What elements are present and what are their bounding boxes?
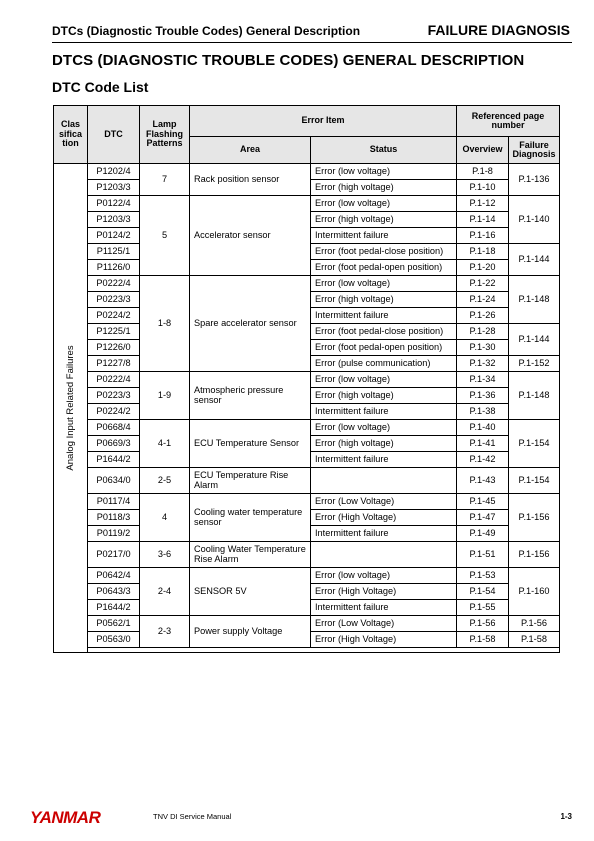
failure-diagnosis-page: P.1-136 [509, 164, 560, 196]
status-cell: Error (low voltage) [311, 164, 457, 180]
status-cell: Error (foot pedal-open position) [311, 340, 457, 356]
dtc-code: P1203/3 [88, 180, 140, 196]
dtc-code: P1226/0 [88, 340, 140, 356]
overview-page: P.1-38 [457, 404, 509, 420]
overview-page: P.1-47 [457, 510, 509, 526]
lamp-pattern: 1-8 [140, 276, 190, 372]
overview-page: P.1-16 [457, 228, 509, 244]
failure-diagnosis-page: P.1-144 [509, 324, 560, 356]
overview-page: P.1-20 [457, 260, 509, 276]
status-cell: Error (high voltage) [311, 180, 457, 196]
overview-page: P.1-8 [457, 164, 509, 180]
dtc-code: P0122/4 [88, 196, 140, 212]
dtc-code: P0119/2 [88, 526, 140, 542]
area-cell: SENSOR 5V [190, 568, 311, 616]
dtc-header: DTC [88, 106, 140, 164]
status-cell: Error (High Voltage) [311, 632, 457, 648]
failure-diagnosis-header: Failure Diagnosis [509, 137, 560, 164]
lamp-pattern: 2-3 [140, 616, 190, 648]
classification-header: Clas sifica tion [54, 106, 88, 164]
dtc-code: P0223/3 [88, 292, 140, 308]
dtc-code: P0222/4 [88, 372, 140, 388]
overview-page: P.1-36 [457, 388, 509, 404]
area-cell: ECU Temperature Rise Alarm [190, 468, 311, 494]
status-cell: Error (high voltage) [311, 212, 457, 228]
area-cell: Power supply Voltage [190, 616, 311, 648]
status-cell: Intermittent failure [311, 600, 457, 616]
failure-diagnosis-page: P.1-152 [509, 356, 560, 372]
overview-page: P.1-22 [457, 276, 509, 292]
dtc-code: P1644/2 [88, 452, 140, 468]
failure-diagnosis-page: P.1-154 [509, 420, 560, 468]
dtc-code: P1202/4 [88, 164, 140, 180]
status-cell: Error (low voltage) [311, 568, 457, 584]
status-cell: Error (Low Voltage) [311, 616, 457, 632]
overview-page: P.1-32 [457, 356, 509, 372]
lamp-pattern: 1-9 [140, 372, 190, 420]
dtc-code: P1225/1 [88, 324, 140, 340]
area-cell: Accelerator sensor [190, 196, 311, 276]
lamp-pattern: 2-4 [140, 568, 190, 616]
overview-page: P.1-55 [457, 600, 509, 616]
overview-page: P.1-18 [457, 244, 509, 260]
failure-diagnosis-page: P.1-156 [509, 494, 560, 542]
status-cell: Intermittent failure [311, 228, 457, 244]
failure-diagnosis-page: P.1-156 [509, 542, 560, 568]
classification-cell [54, 164, 88, 653]
status-cell: Intermittent failure [311, 308, 457, 324]
status-cell: Error (low voltage) [311, 372, 457, 388]
failure-diagnosis-page: P.1-148 [509, 372, 560, 420]
failure-diagnosis-page: P.1-160 [509, 568, 560, 616]
dtc-code: P1125/1 [88, 244, 140, 260]
dtc-code: P0224/2 [88, 308, 140, 324]
page-title: DTCS (DIAGNOSTIC TROUBLE CODES) GENERAL DESCRIPTION [52, 52, 525, 69]
status-cell [311, 542, 457, 568]
area-cell: Cooling water temperature sensor [190, 494, 311, 542]
dtc-code: P0224/2 [88, 404, 140, 420]
lamp-pattern: 5 [140, 196, 190, 276]
overview-page: P.1-41 [457, 436, 509, 452]
status-cell: Error (low voltage) [311, 276, 457, 292]
overview-page: P.1-10 [457, 180, 509, 196]
status-cell: Error (Low Voltage) [311, 494, 457, 510]
overview-page: P.1-34 [457, 372, 509, 388]
failure-diagnosis-page: P.1-144 [509, 244, 560, 276]
dtc-code: P1644/2 [88, 600, 140, 616]
dtc-code: P0634/0 [88, 468, 140, 494]
failure-diagnosis-page: P.1-58 [509, 632, 560, 648]
lamp-pattern: 4 [140, 494, 190, 542]
area-cell: Rack position sensor [190, 164, 311, 196]
overview-page: P.1-56 [457, 616, 509, 632]
area-cell: Atmospheric pressure sensor [190, 372, 311, 420]
page-number: 1-3 [560, 812, 572, 821]
lamp-pattern: 7 [140, 164, 190, 196]
ref-page-header: Referenced page number [457, 106, 560, 137]
overview-page: P.1-58 [457, 632, 509, 648]
status-cell: Error (High Voltage) [311, 584, 457, 600]
status-cell: Error (high voltage) [311, 292, 457, 308]
error-item-header: Error Item [190, 106, 457, 137]
overview-page: P.1-30 [457, 340, 509, 356]
manual-name: TNV DI Service Manual [153, 812, 232, 821]
dtc-code: P0223/3 [88, 388, 140, 404]
overview-page: P.1-51 [457, 542, 509, 568]
overview-page: P.1-43 [457, 468, 509, 494]
dtc-code: P1203/3 [88, 212, 140, 228]
status-cell [311, 468, 457, 494]
overview-page: P.1-28 [457, 324, 509, 340]
overview-page: P.1-40 [457, 420, 509, 436]
area-cell: Cooling Water Temperature Rise Alarm [190, 542, 311, 568]
area-header: Area [190, 137, 311, 164]
status-cell: Error (low voltage) [311, 420, 457, 436]
status-cell: Error (foot pedal-close position) [311, 324, 457, 340]
status-cell: Error (high voltage) [311, 436, 457, 452]
dtc-code: P0668/4 [88, 420, 140, 436]
overview-page: P.1-26 [457, 308, 509, 324]
overview-header: Overview [457, 137, 509, 164]
lamp-pattern: 2-5 [140, 468, 190, 494]
status-cell: Error (low voltage) [311, 196, 457, 212]
status-cell: Intermittent failure [311, 452, 457, 468]
dtc-code: P0118/3 [88, 510, 140, 526]
dtc-code: P0669/3 [88, 436, 140, 452]
dtc-code-table [53, 105, 560, 653]
lamp-pattern: 4-1 [140, 420, 190, 468]
dtc-code: P0643/3 [88, 584, 140, 600]
status-cell: Error (foot pedal-close position) [311, 244, 457, 260]
dtc-code: P1227/8 [88, 356, 140, 372]
overview-page: P.1-53 [457, 568, 509, 584]
dtc-code: P0117/4 [88, 494, 140, 510]
running-header-title: DTCs (Diagnostic Trouble Codes) General Description [52, 24, 361, 38]
overview-page: P.1-54 [457, 584, 509, 600]
overview-page: P.1-24 [457, 292, 509, 308]
overview-page: P.1-45 [457, 494, 509, 510]
dtc-code: P0217/0 [88, 542, 140, 568]
running-header-section: FAILURE DIAGNOSIS [427, 22, 570, 38]
dtc-code: P0562/1 [88, 616, 140, 632]
area-cell: Spare accelerator sensor [190, 276, 311, 372]
dtc-code: P0124/2 [88, 228, 140, 244]
overview-page: P.1-42 [457, 452, 509, 468]
status-cell: Error (High Voltage) [311, 510, 457, 526]
status-cell: Intermittent failure [311, 404, 457, 420]
dtc-code: P0642/4 [88, 568, 140, 584]
failure-diagnosis-page: P.1-56 [509, 616, 560, 632]
dtc-code: P0563/0 [88, 632, 140, 648]
dtc-code: P0222/4 [88, 276, 140, 292]
lamp-header: Lamp Flashing Patterns [140, 106, 190, 164]
overview-page: P.1-14 [457, 212, 509, 228]
classification-label: Analog Input Related Failures [64, 345, 76, 471]
failure-diagnosis-page: P.1-154 [509, 468, 560, 494]
status-cell: Intermittent failure [311, 526, 457, 542]
header-divider [52, 42, 572, 43]
dtc-code: P1126/0 [88, 260, 140, 276]
overview-page: P.1-49 [457, 526, 509, 542]
status-cell: Error (foot pedal-open position) [311, 260, 457, 276]
lamp-pattern: 3-6 [140, 542, 190, 568]
failure-diagnosis-page: P.1-140 [509, 196, 560, 244]
failure-diagnosis-page: P.1-148 [509, 276, 560, 324]
overview-page: P.1-12 [457, 196, 509, 212]
yanmar-logo: YANMAR [30, 808, 101, 827]
status-cell: Error (high voltage) [311, 388, 457, 404]
status-header: Status [311, 137, 457, 164]
area-cell: ECU Temperature Sensor [190, 420, 311, 468]
section-subtitle: DTC Code List [52, 79, 149, 95]
status-cell: Error (pulse communication) [311, 356, 457, 372]
